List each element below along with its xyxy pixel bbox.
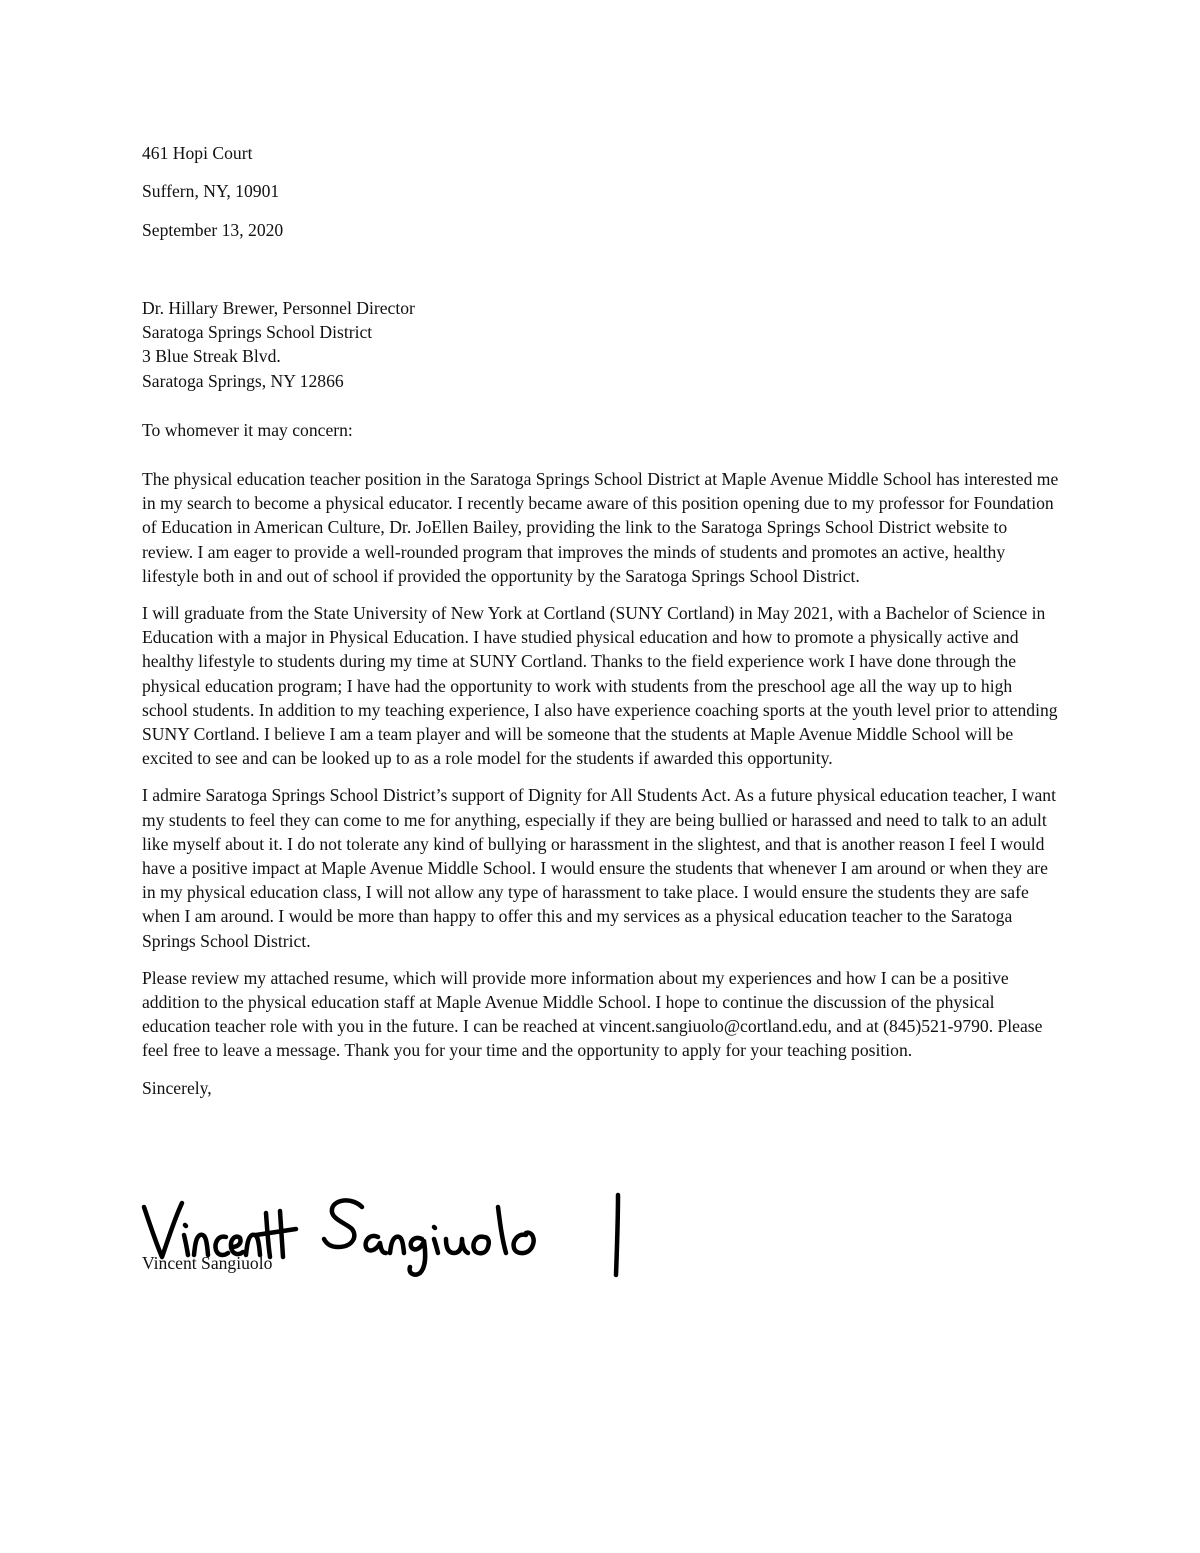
recipient-name-title: Dr. Hillary Brewer, Personnel Director xyxy=(142,298,415,318)
recipient-street: 3 Blue Streak Blvd. xyxy=(142,346,281,367)
recipient-city-line: Saratoga Springs, NY 12866 xyxy=(142,370,344,391)
recipient-organization: Saratoga Springs School District xyxy=(142,322,373,343)
closing: Sincerely, xyxy=(142,1077,212,1098)
letter-date: September 13, 2020 xyxy=(142,220,284,240)
body-paragraph: Please review my attached resume, which will provide more information about my experiences and how I can be a positive addition to the physical education staff at Maple Avenue Middle School. I hope to continue the discussion of the physical education teacher role with you in the future. I can be reached at vincent.sangiuolo@cortland.edu, and at (845)521-9790. Please feel free to leave a message. Thank you for your time and the opportunity to apply for your teaching position. xyxy=(142,967,1043,1061)
body-paragraph: I admire Saratoga Springs School District’s support of Dignity for All Students Act. As a future physical education teacher, I want my students to feel they can come to me for anything, especially if they are being bullied or harassed and need to talk to an adult like myself about it. I do not tolerate any kind of bullying or harassment in the slightest, and that is another reason I feel I would have a positive impact at Maple Avenue Middle School. I would ensure the students that whenever I am around or when they are in my physical education class, I will not allow any type of harassment to take place. I would ensure the students they are safe when I am around. I would be more than happy to offer this and my services as a physical education teacher to the Saratoga Springs School District. xyxy=(142,785,1056,951)
letter-body xyxy=(142,467,1062,1113)
printed-signer-name: Vincent Sangiuolo xyxy=(142,1253,273,1273)
body-paragraph: I will graduate from the State University of New York at Cortland (SUNY Cortland) in May 2021, with a Bachelor of Science in Education with a major in Physical Education. I have studied physical education and how to promote a physically active and healthy lifestyle to students during my time at SUNY Cortland. Thanks to the field experience work I have done through the physical education program; I have had the opportunity to work with students from the preschool age all the way up to high school students. In addition to my teaching experience, I also have experience coaching sports at the youth level prior to attending SUNY Cortland. I believe I am a team player and will be someone that the students at Maple Avenue Middle School will be excited to see and can be looked up to as a role model for the students if awarded this opportunity. xyxy=(142,603,1058,769)
sender-city-line: Suffern, NY, 10901 xyxy=(142,181,280,201)
salutation: To whomever it may concern: xyxy=(142,420,353,440)
sender-street: 461 Hopi Court xyxy=(142,143,253,163)
recipient-address-block xyxy=(142,296,415,393)
body-paragraph: The physical education teacher position in the Saratoga Springs School District at Maple Avenue Middle School has interested me in my search to become a physical educator. I recently became aware of this position opening due to my professor for Foundation of Education in American Culture, Dr. JoEllen Bailey, providing the link to the Saratoga Springs School District website to review. I am eager to provide a well-rounded program that improves the minds of students and promotes an active, healthy lifestyle both in and out of school if provided the opportunity by the Saratoga Springs School District. xyxy=(142,469,1059,586)
